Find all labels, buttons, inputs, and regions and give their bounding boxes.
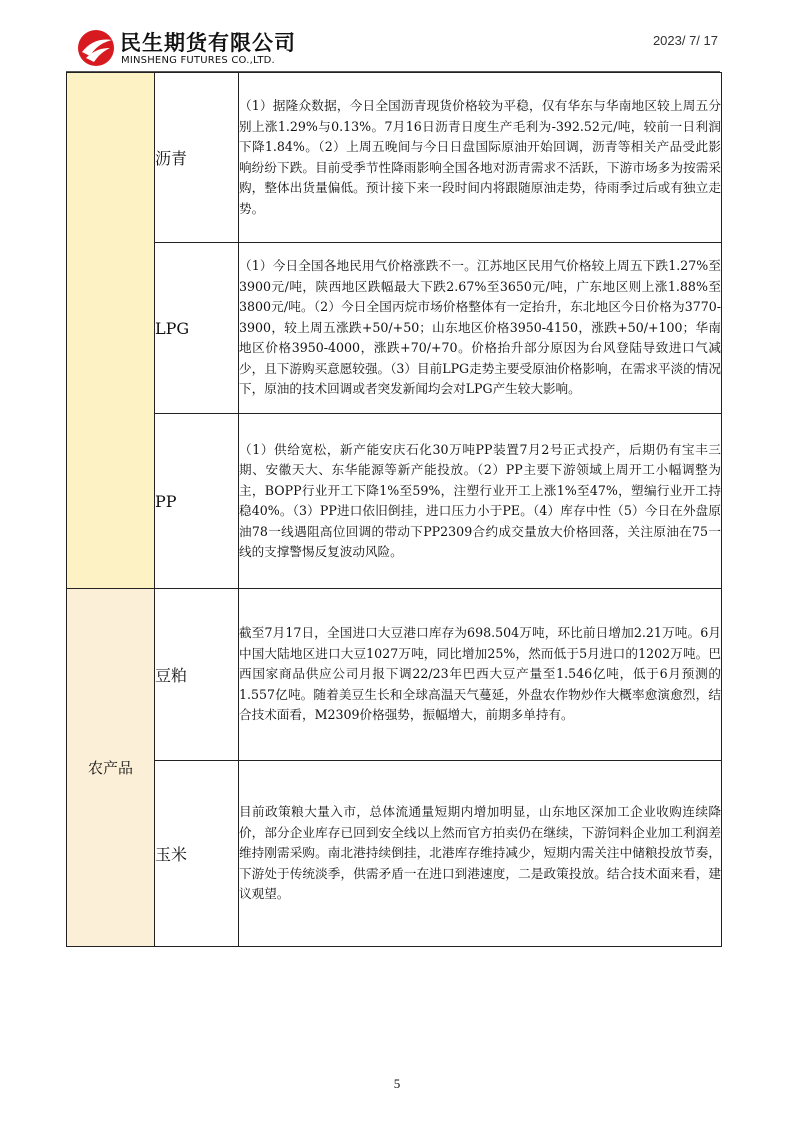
table-row [67, 73, 722, 243]
report-date: 2023/ 7/ 17 [652, 33, 718, 48]
minsheng-logo-icon [76, 28, 116, 68]
commentary-text: （1）今日全国各地民用气价格涨跌不一。江苏地区民用气价格较上周五下跌1.27%至3900元/吨，陕西地区跌幅最大下跌2.67%至3650元/吨，广东地区则上涨1.88%至3800元/吨。（2）今日全国丙烷市场价格整体有一定抬升，东北地区今日价格为3770-3900，较上周五涨跌+50/+50；山东地区价格3950-4150，涨跌+50/+100；华南地区价格3950-4000，涨跌+70/+70。价格抬升部分原因为台风登陆导致进口气减少，且下游购买意愿较强。（3）目前LPG走势主要受原油价格影响，在需求平淡的情况下，原油的技术回调或者突发新闻均会对LPG产生较大影响。 [239, 243, 722, 414]
commentary-text: 目前政策粮大量入市，总体流通量短期内增加明显，山东地区深加工企业收购连续降价，部分企业库存已回到安全线以上然而官方拍卖仍在继续，下游饲料企业加工利润差维持刚需采购。南北港持续倒挂，北港库存维持减少，短期内需关注中储粮投放节奏，下游处于传统淡季，供需矛盾一在进口到港速度，二是政策投放。结合技术面来看，建议观望。 [239, 761, 722, 947]
product-name: PP [155, 414, 239, 589]
commodity-commentary-table [66, 72, 722, 947]
table-row [67, 761, 722, 947]
table-row [67, 243, 722, 414]
commentary-text: （1）供给宽松，新产能安庆石化30万吨PP装置7月2号正式投产，后期仍有宝丰三期、安徽天大、东华能源等新产能投放。（2）PP主要下游领域上周开工小幅调整为主，BOPP行业开工下降1%至59%，注塑行业开工上涨1%至47%，塑编行业开工持稳40%。（3）PP进口依旧倒挂，进口压力小于PE。（4）库存中性（5）今日在外盘原油78一线遇阻高位回调的带动下PP2309合约成交量放大价格回落，关注原油在75一线的支撑警惕反复波动风险。 [239, 414, 722, 589]
table-row [67, 414, 722, 589]
company-name-en: MINSHENG FUTURES CO.,LTD. [121, 55, 275, 66]
commentary-text: （1）据隆众数据，今日全国沥青现货价格较为平稳，仅有华东与华南地区较上周五分别上涨1.29%与0.13%。7月16日沥青日度生产毛利为-392.52元/吨，较前一日利润下降1.84%。（2）上周五晚间与今日日盘国际原油开始回调，沥青等相关产品受此影响纷纷下跌。目前受季节性降雨影响全国各地对沥青需求不活跃，下游市场多为按需采购，整体出货量偏低。预计接下来一段时间内将跟随原油走势，待雨季过后或有独立走势。 [239, 73, 722, 243]
page-number: 5 [393, 1076, 401, 1091]
page-header [0, 0, 794, 72]
company-name-cn: 民生期货有限公司 [120, 31, 296, 55]
commentary-text: 截至7月17日，全国进口大豆港口库存为698.504万吨，环比前日增加2.21万吨。6月中国大陆地区进口大豆1027万吨，同比增加25%，然而低于5月进口的1202万吨。巴西国家商品供应公司月报下调22/23年巴西大豆产量至1.546亿吨，低于6月预测的1.557亿吨。随着美豆生长和全球高温天气蔓延，外盘农作物炒作大概率愈演愈烈，结合技术面看，M2309价格强势，振幅增大，前期多单持有。 [239, 589, 722, 761]
sector-cell-agri: 农产品 [67, 589, 155, 947]
sector-cell-energy [67, 73, 155, 589]
product-name: 玉米 [155, 761, 239, 947]
product-name: 沥青 [155, 73, 239, 243]
table-row [67, 589, 722, 761]
product-name: 豆粕 [155, 589, 239, 761]
product-name: LPG [155, 243, 239, 414]
